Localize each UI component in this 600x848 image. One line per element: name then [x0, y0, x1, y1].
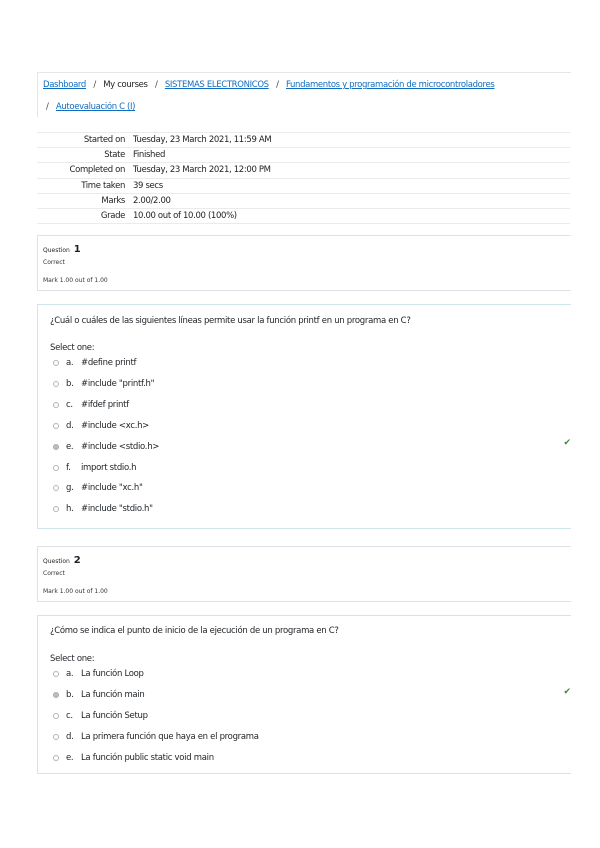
question-number-value: 2: [73, 555, 81, 566]
check-icon: ✔: [563, 438, 571, 448]
option-letter: c.: [66, 399, 73, 410]
question-2-content: [37, 615, 571, 774]
question-number: [43, 244, 81, 255]
breadcrumb-section-link[interactable]: Fundamentos y programación de microcontroladores: [285, 80, 495, 90]
option-text: La primera función que haya en el programa: [81, 731, 259, 742]
question-label: Question: [43, 247, 70, 254]
summary-row-time-taken: [37, 178, 570, 193]
question-label: Question: [43, 558, 70, 565]
radio-button[interactable]: [53, 444, 59, 450]
radio-button[interactable]: [53, 713, 59, 719]
answer-option[interactable]: [53, 377, 154, 391]
answer-option[interactable]: [53, 398, 129, 412]
summary-row-marks: [37, 193, 570, 208]
answer-option[interactable]: [53, 688, 144, 702]
radio-button[interactable]: [53, 755, 59, 761]
radio-button[interactable]: [53, 381, 59, 387]
radio-button[interactable]: [53, 465, 59, 471]
answer-option[interactable]: [53, 419, 149, 433]
option-letter: e.: [66, 752, 74, 763]
summary-label: Started on: [83, 135, 125, 146]
answer-option[interactable]: [53, 667, 144, 681]
summary-value: 2.00/2.00: [133, 195, 171, 206]
question-text: ¿Cuál o cuáles de las siguientes líneas permite usar la función printf en un programa en C?: [50, 316, 411, 326]
option-letter: f.: [66, 462, 71, 473]
breadcrumb-separator: /: [276, 80, 279, 90]
option-text: #define printf: [81, 358, 137, 368]
option-text: La función main: [81, 689, 145, 700]
summary-value: 39 secs: [133, 180, 163, 191]
check-icon: ✔: [563, 687, 571, 697]
option-text: #include "printf.h": [81, 378, 155, 389]
answer-option[interactable]: [53, 481, 143, 495]
summary-label: Completed on: [69, 165, 125, 176]
option-letter: c.: [66, 710, 73, 721]
option-text: La función public static void main: [81, 752, 214, 763]
option-text: #include "stdio.h": [81, 504, 153, 515]
answer-option[interactable]: [53, 502, 153, 516]
answer-option[interactable]: [53, 730, 259, 744]
select-one-prompt: Select one:: [50, 343, 95, 353]
breadcrumb-separator: /: [154, 80, 158, 90]
radio-button[interactable]: [53, 671, 59, 677]
breadcrumb-quiz-link[interactable]: Autoevaluación C (I): [55, 102, 136, 112]
option-text: #include "xc.h": [81, 483, 143, 494]
breadcrumb-my-courses: My courses: [103, 80, 148, 90]
answer-option[interactable]: [53, 461, 136, 475]
radio-button[interactable]: [53, 360, 59, 366]
radio-button[interactable]: [53, 485, 59, 491]
question-2-info: [37, 546, 571, 602]
question-1-content: [37, 304, 571, 529]
option-letter: d.: [66, 420, 74, 431]
summary-value: Tuesday, 23 March 2021, 12:00 PM: [133, 165, 271, 176]
summary-value: Tuesday, 23 March 2021, 11:59 AM: [133, 135, 272, 146]
answer-option[interactable]: [53, 356, 136, 370]
summary-row-grade: [37, 208, 570, 223]
answer-option[interactable]: [53, 751, 214, 765]
breadcrumb-separator: /: [46, 102, 49, 112]
breadcrumb-course-link[interactable]: SISTEMAS ELECTRONICOS: [164, 80, 269, 90]
radio-button[interactable]: [53, 506, 59, 512]
option-letter: g.: [66, 483, 74, 494]
radio-button[interactable]: [53, 734, 59, 740]
breadcrumb-separator: /: [93, 80, 96, 90]
breadcrumb-dashboard-link[interactable]: Dashboard: [43, 80, 86, 90]
option-letter: a.: [66, 358, 74, 368]
radio-button[interactable]: [53, 423, 59, 429]
question-state: Correct: [43, 570, 65, 577]
option-letter: a.: [66, 669, 74, 679]
option-letter: h.: [66, 504, 74, 515]
option-text: #ifdef printf: [81, 399, 129, 410]
option-text: import stdio.h: [81, 462, 137, 473]
question-mark: Mark 1.00 out of 1.00: [43, 588, 108, 595]
question-number-value: 1: [73, 244, 81, 255]
summary-row-state: [37, 148, 570, 163]
summary-label: State: [104, 150, 125, 161]
radio-button[interactable]: [53, 402, 59, 408]
option-letter: d.: [66, 731, 74, 742]
summary-row-completed: [37, 163, 570, 178]
option-text: #include <stdio.h>: [81, 441, 160, 452]
option-letter: b.: [66, 378, 74, 389]
radio-button[interactable]: [53, 692, 59, 698]
answer-option[interactable]: [53, 709, 148, 723]
answer-option[interactable]: [53, 440, 159, 454]
summary-label: Marks: [101, 195, 125, 206]
option-text: La función Setup: [81, 710, 148, 721]
question-1-info: [37, 235, 571, 291]
summary-row-started: [37, 133, 570, 148]
option-text: #include <xc.h>: [81, 420, 150, 431]
question-text: ¿Cómo se indica el punto de inicio de la ejecución de un programa en C?: [50, 626, 339, 636]
option-letter: e.: [66, 441, 74, 452]
select-one-prompt: Select one:: [50, 654, 95, 664]
attempt-summary-table: [37, 132, 570, 224]
option-text: La función Loop: [81, 669, 144, 679]
summary-label: Time taken: [81, 180, 125, 191]
question-state: Correct: [43, 259, 65, 266]
summary-label: Grade: [100, 211, 125, 222]
summary-value: 10.00 out of 10.00 (100%): [133, 211, 237, 222]
option-letter: b.: [66, 689, 74, 700]
summary-value: Finished: [133, 150, 166, 161]
question-number: [43, 555, 81, 566]
question-mark: Mark 1.00 out of 1.00: [43, 277, 108, 284]
breadcrumb: [37, 72, 571, 117]
